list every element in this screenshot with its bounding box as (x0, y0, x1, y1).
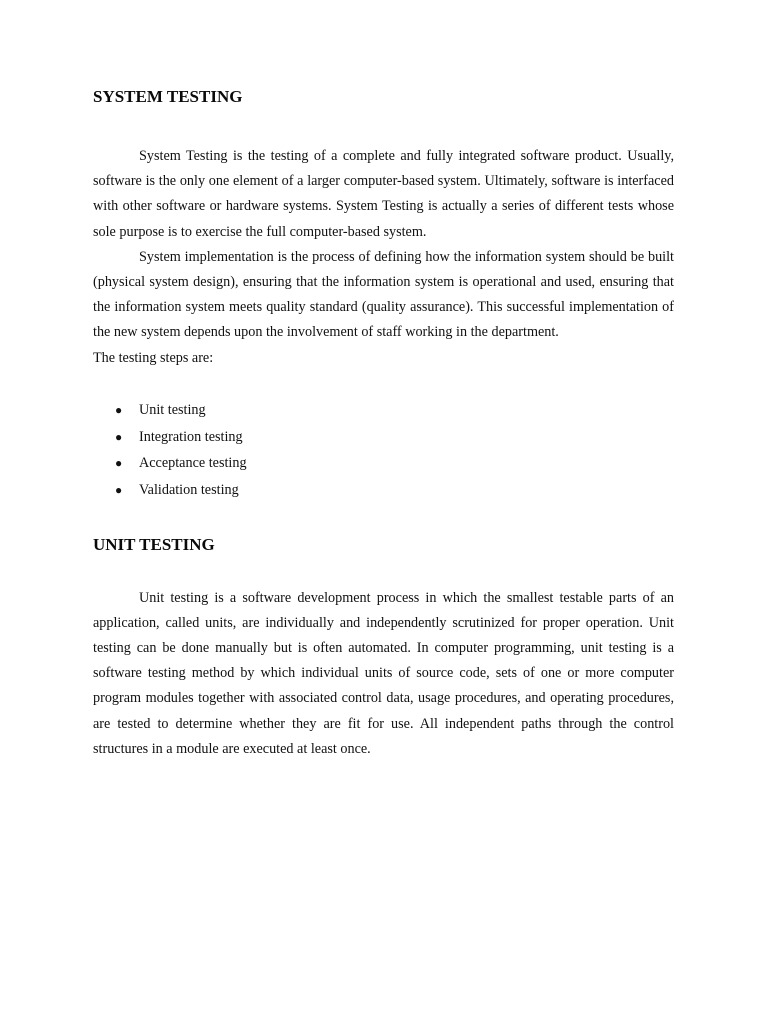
list-item (93, 424, 674, 451)
bullet-icon: ● (115, 456, 123, 471)
system-testing-paragraph: System Testing is the testing of a complete and fully integrated software product. Usually, software is the only one element of a larger computer-based system. Ultimately, software is interfaced with other software or hardware systems. System Testing is actually a series of different tests whose sole purpose is to exercise the full computer-based system. (93, 148, 674, 240)
list-item-label: Integration testing (139, 428, 243, 445)
section-heading-unit-testing: UNIT TESTING (93, 534, 215, 554)
system-implementation-paragraph: System implementation is the process of defining how the information system should be built (physical system design), ensuring that the information system is operational and used, ensuring that the information system meets quality standard (quality assurance). This successful implementation of the new system depends upon the involvement of staff working in the department. (93, 248, 674, 341)
testing-steps-list (93, 397, 674, 504)
list-item (93, 450, 674, 477)
bullet-icon: ● (115, 482, 123, 497)
list-item (93, 477, 674, 504)
section-heading-system-testing: SYSTEM TESTING (93, 87, 243, 106)
unit-testing-paragraph: Unit testing is a software development process in which the smallest testable parts of an application, called units, are individually and independently scrutinized for proper operation. Unit testing can be done manually but is often automated. In computer programming, unit testing is a software testing method by which individual units of source code, sets of one or more computer program modules together with associated control data, usage procedures, and operating procedures, are tested to determine whether they are fit for use. All independent paths through the control structures in a module are executed at least once. (93, 589, 674, 757)
bullet-icon: ● (115, 402, 123, 417)
list-item-label: Validation testing (139, 481, 239, 498)
testing-steps-intro: The testing steps are: (93, 349, 214, 366)
list-item-label: Acceptance testing (139, 455, 247, 472)
document-page (93, 86, 674, 762)
list-item-label: Unit testing (139, 401, 206, 418)
bullet-icon: ● (115, 429, 123, 444)
list-item (93, 397, 674, 424)
